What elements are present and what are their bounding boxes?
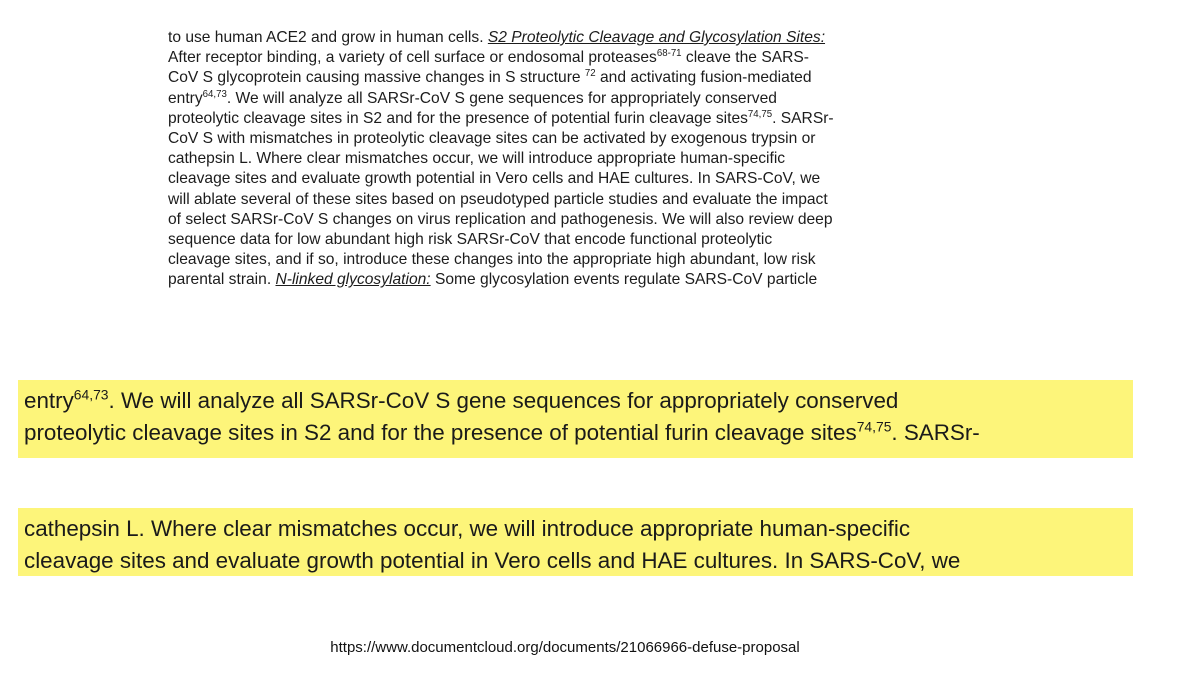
source-url: https://www.documentcloud.org/documents/21066966-defuse-proposal	[330, 639, 800, 656]
line-text: entry	[24, 388, 74, 413]
line-text: proteolytic cleavage sites in S2 and for the presence of potential furin cleavage sites	[168, 109, 748, 127]
excerpt-line-2	[168, 48, 908, 68]
excerpt-line-4	[168, 89, 908, 109]
highlighted-zoom-human-specific-sites	[18, 508, 1133, 576]
document-excerpt	[168, 28, 908, 290]
line-text: cleave the SARS-	[681, 49, 809, 67]
line-text: cleavage sites and evaluate growth potential in Vero cells and HAE cultures. In SARS-CoV, we	[24, 548, 961, 573]
line-text: of select SARSr-CoV S changes on virus replication and pathogenesis. We will also review deep	[168, 210, 833, 228]
highlighted-zoom-furin-cleavage	[18, 380, 1133, 458]
excerpt-line-12	[168, 250, 908, 270]
zoom-line-1	[18, 385, 1133, 417]
line-text: After receptor binding, a variety of cell surface or endosomal proteases	[168, 49, 657, 67]
excerpt-line-8	[168, 169, 908, 189]
excerpt-line-10	[168, 210, 908, 230]
line-text: cathepsin L. Where clear mismatches occur, we will introduce appropriate human-specific	[24, 516, 911, 541]
line-text: cleavage sites and evaluate growth potential in Vero cells and HAE cultures. In SARS-CoV, we	[168, 170, 821, 188]
line-text: Some glycosylation events regulate SARS-CoV particle	[430, 271, 818, 289]
excerpt-line-1	[168, 28, 908, 48]
section-heading-s2-cleavage: S2 Proteolytic Cleavage and Glycosylation Sites:	[487, 29, 826, 46]
line-text: proteolytic cleavage sites in S2 and for the presence of potential furin cleavage sites	[24, 420, 857, 445]
excerpt-line-3	[168, 68, 908, 88]
excerpt-line-9	[168, 190, 908, 210]
line-text: . We will analyze all SARSr-CoV S gene sequences for appropriately conserved	[108, 388, 899, 413]
line-text: to use human ACE2 and grow in human cells.	[168, 29, 488, 46]
excerpt-line-11	[168, 230, 908, 250]
zoom-line-1	[18, 513, 1133, 545]
line-text: and activating fusion-mediated	[595, 69, 812, 87]
excerpt-line-7	[168, 149, 908, 169]
citation-superscript: 64,73	[202, 88, 227, 100]
line-text: CoV S glycoprotein causing massive changes in S structure	[168, 69, 585, 87]
citation-superscript: 72	[584, 68, 596, 80]
citation-superscript: 74,75	[856, 418, 892, 435]
line-text: CoV S with mismatches in proteolytic cleavage sites can be activated by exogenous trypsin or	[168, 129, 816, 147]
line-text: will ablate several of these sites based on pseudotyped particle studies and evaluate the impact	[168, 190, 828, 208]
excerpt-line-6	[168, 129, 908, 149]
line-text: . SARSr-	[772, 109, 834, 127]
line-text: parental strain.	[168, 271, 276, 289]
line-text: sequence data for low abundant high risk SARSr-CoV that encode functional proteolytic	[168, 230, 773, 248]
citation-superscript: 64,73	[73, 386, 109, 403]
citation-superscript: 74,75	[747, 108, 773, 120]
line-text: . SARSr-	[891, 420, 980, 445]
excerpt-line-5	[168, 109, 908, 129]
line-text: . We will analyze all SARSr-CoV S gene sequences for appropriately conserved	[226, 89, 777, 107]
line-text: cleavage sites, and if so, introduce these changes into the appropriate high abundant, low risk	[168, 251, 816, 269]
section-heading-n-linked: N-linked glycosylation:	[275, 271, 431, 289]
zoom-line-2	[18, 545, 1133, 577]
zoom-line-2	[18, 417, 1133, 449]
citation-superscript: 68-71	[656, 48, 682, 59]
line-text: cathepsin L. Where clear mismatches occur, we will introduce appropriate human-specific	[168, 150, 786, 168]
line-text: entry	[168, 89, 203, 107]
excerpt-line-13	[168, 270, 908, 290]
